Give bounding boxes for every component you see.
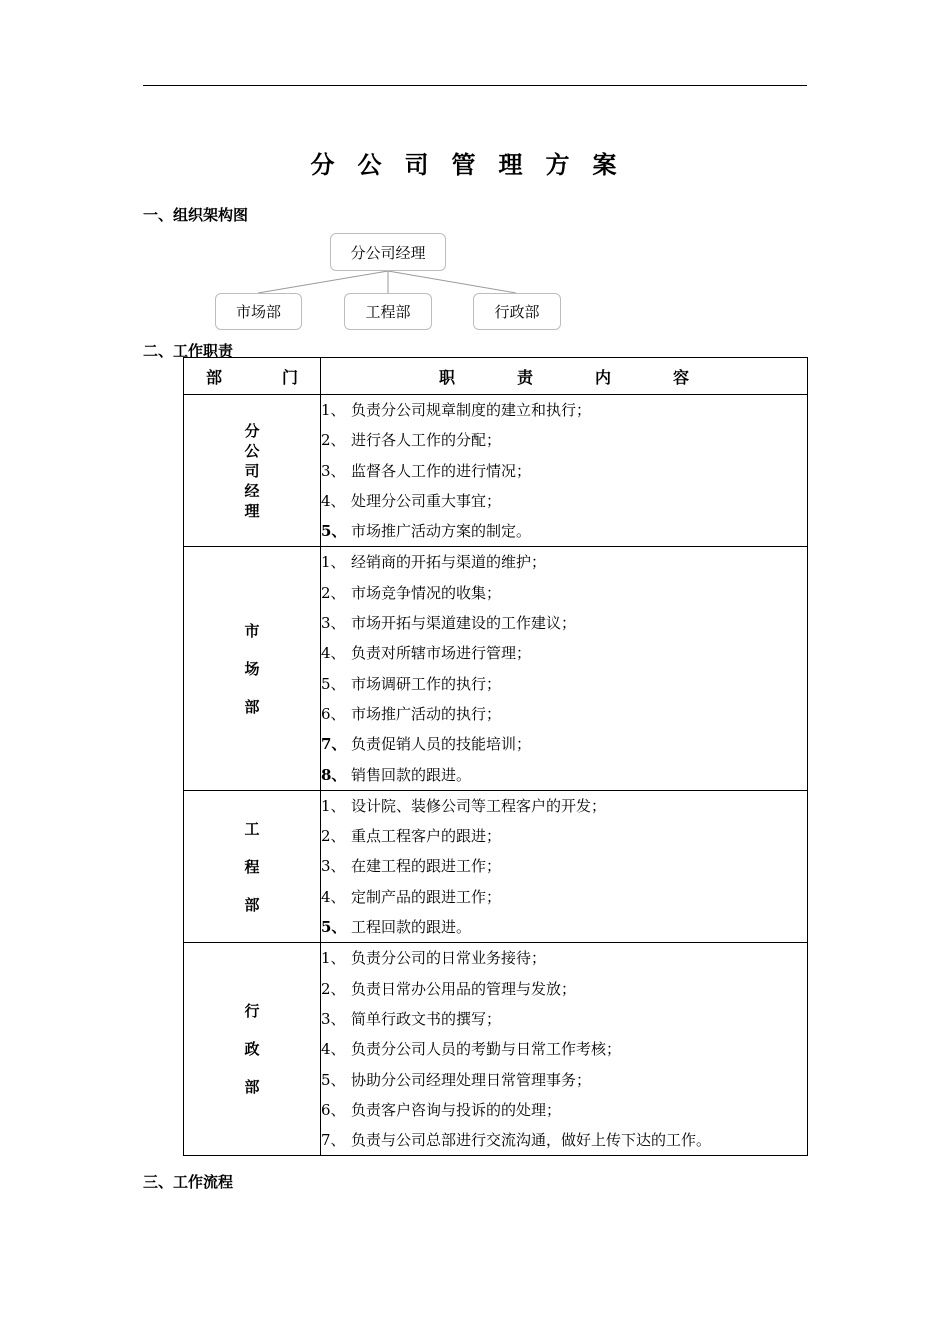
list-item: [321, 699, 807, 729]
item-text: 进行各人工作的分配；: [351, 431, 502, 450]
item-number: 5、: [321, 1070, 346, 1089]
item-number: 6、: [321, 704, 346, 723]
list-item: [321, 578, 807, 608]
list-item: [321, 1125, 807, 1155]
item-number: 3、: [321, 614, 346, 633]
header-department: [184, 358, 321, 395]
list-item: [321, 516, 807, 546]
dept-char: 部: [244, 1078, 260, 1097]
item-number: 4、: [321, 644, 346, 663]
duties-cell-administration: [321, 943, 808, 1156]
dept-cell-administration: [184, 943, 321, 1156]
header-char: 部: [206, 367, 223, 387]
table-row-administration: [184, 943, 808, 1156]
header-duties: [321, 358, 808, 395]
header-char: 容: [672, 367, 689, 387]
dept-char: 场: [244, 659, 260, 678]
list-item: [321, 974, 807, 1004]
item-number: 3、: [321, 857, 346, 876]
item-number: 2、: [321, 431, 346, 450]
item-text: 经销商的开拓与渠道的维护；: [351, 553, 547, 572]
list-item: [321, 821, 807, 851]
item-number: 1、: [321, 949, 346, 968]
item-text: 协助分公司经理处理日常管理事务；: [351, 1070, 592, 1089]
table-row-marketing: [184, 547, 808, 790]
dept-char: 工: [244, 819, 260, 838]
list-item: [321, 547, 807, 577]
dept-cell-engineering: [184, 790, 321, 942]
item-text: 市场推广活动的执行；: [351, 704, 502, 723]
item-number: 8、: [321, 765, 347, 784]
dept-char: 部: [244, 895, 260, 914]
item-number: 4、: [321, 491, 346, 510]
list-item: [321, 486, 807, 516]
table-header-row: [184, 358, 808, 395]
dept-char: 分: [244, 421, 260, 440]
dept-char: 经: [244, 481, 260, 500]
duties-cell-engineering: [321, 790, 808, 942]
list-item: [321, 851, 807, 881]
item-text: 销售回款的跟进。: [351, 765, 472, 784]
dept-char: 市: [244, 621, 260, 640]
list-item: [321, 669, 807, 699]
item-number: 4、: [321, 887, 346, 906]
item-number: 2、: [321, 979, 346, 998]
header-rule: [143, 85, 807, 86]
item-number: 1、: [321, 401, 346, 419]
item-number: 2、: [321, 827, 346, 846]
header-char: 内: [594, 367, 611, 387]
item-text: 负责分公司人员的考勤与日常工作考核；: [351, 1040, 622, 1059]
item-number: 6、: [321, 1100, 346, 1119]
item-text: 负责分公司的日常业务接待；: [351, 949, 547, 968]
org-node-engineering: 工程部: [344, 293, 432, 330]
item-text: 负责与公司总部进行交流沟通，做好上传下达的工作。: [351, 1131, 712, 1150]
list-item: [321, 729, 807, 759]
org-node-administration: 行政部: [473, 293, 561, 330]
list-item: [321, 638, 807, 668]
item-number: 3、: [321, 1009, 346, 1028]
dept-char: 公: [244, 441, 260, 460]
item-number: 4、: [321, 1040, 346, 1059]
item-text: 负责促销人员的技能培训；: [351, 735, 532, 754]
table-row-branch-manager: [184, 395, 808, 547]
item-text: 市场竞争情况的收集；: [351, 583, 502, 602]
item-text: 简单行政文书的撰写；: [351, 1009, 502, 1028]
item-text: 市场开拓与渠道建设的工作建议；: [351, 614, 577, 633]
list-item: [321, 882, 807, 912]
list-item: [321, 456, 807, 486]
item-number: 1、: [321, 553, 346, 572]
list-item: [321, 1034, 807, 1064]
dept-char: 政: [244, 1040, 260, 1059]
item-number: 5、: [321, 674, 346, 693]
dept-char: 理: [244, 501, 260, 520]
header-char: 职: [439, 367, 456, 387]
org-node-branch-manager: 分公司经理: [330, 233, 446, 271]
item-number: 2、: [321, 583, 346, 602]
item-text: 负责分公司规章制度的建立和执行；: [351, 401, 592, 419]
table-row-engineering: [184, 790, 808, 942]
item-number: 7、: [321, 1131, 346, 1150]
header-char: 门: [281, 367, 298, 387]
section-heading-workflow: 三、工作流程: [143, 1173, 234, 1191]
list-item: [321, 608, 807, 638]
item-text: 负责对所辖市场进行管理；: [351, 644, 532, 663]
item-text: 监督各人工作的进行情况；: [351, 461, 532, 480]
section-heading-responsibilities: 二、工作职责: [143, 342, 234, 360]
org-node-marketing: 市场部: [215, 293, 302, 330]
dept-cell-marketing: [184, 547, 321, 790]
header-char: 责: [516, 367, 533, 387]
item-text: 工程回款的跟进。: [351, 918, 472, 937]
item-text: 负责客户咨询与投诉的的处理；: [351, 1100, 562, 1119]
list-item: [321, 395, 807, 425]
duties-cell-branch-manager: [321, 395, 808, 547]
section-heading-org-chart: 一、组织架构图: [143, 206, 249, 224]
list-item: [321, 425, 807, 455]
item-text: 负责日常办公用品的管理与发放；: [351, 979, 577, 998]
list-item: [321, 1004, 807, 1034]
item-text: 设计院、装修公司等工程客户的开发；: [351, 796, 607, 815]
list-item: [321, 760, 807, 790]
list-item: [321, 1095, 807, 1125]
dept-cell-branch-manager: [184, 395, 321, 547]
item-text: 处理分公司重大事宜；: [351, 491, 502, 510]
item-number: 7、: [321, 735, 347, 754]
list-item: [321, 1065, 807, 1095]
list-item: [321, 912, 807, 942]
item-text: 市场推广活动方案的制定。: [351, 522, 532, 541]
duties-cell-marketing: [321, 547, 808, 790]
list-item: [321, 943, 807, 973]
item-number: 1、: [321, 796, 346, 815]
responsibilities-table: [183, 357, 808, 1156]
document-title: 分公司管理方案: [310, 151, 640, 179]
item-text: 市场调研工作的执行；: [351, 674, 502, 693]
item-text: 定制产品的跟进工作；: [351, 887, 502, 906]
dept-char: 司: [244, 461, 260, 480]
item-text: 重点工程客户的跟进；: [351, 827, 502, 846]
dept-char: 行: [244, 1002, 260, 1021]
item-number: 3、: [321, 461, 346, 480]
item-number: 5、: [321, 918, 347, 937]
dept-char: 部: [244, 697, 260, 716]
dept-char: 程: [244, 857, 260, 876]
item-text: 在建工程的跟进工作；: [351, 857, 502, 876]
list-item: [321, 791, 807, 821]
item-number: 5、: [321, 522, 347, 541]
